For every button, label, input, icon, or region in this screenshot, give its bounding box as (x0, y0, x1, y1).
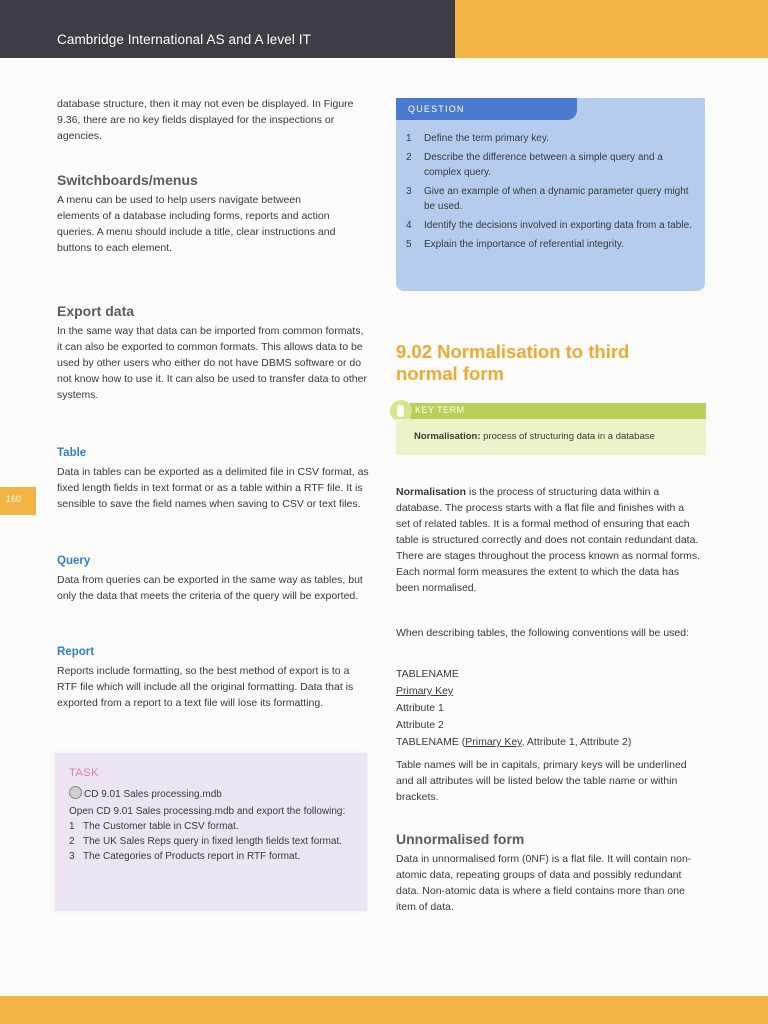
report-heading: Report (57, 646, 95, 658)
intro-paragraph-block (57, 96, 357, 144)
running-header-title: Cambridge International AS and A level IT (57, 32, 312, 47)
key-term-definition (414, 431, 655, 442)
table-paragraph: Data in tables can be exported as a delimited file in CSV format, as fixed length fields in text format or as a table within a RTF file. It is sensible to save the field names when saving to CSV or text files. (57, 466, 369, 510)
question-text: Give an example of when a dynamic parameter query might be used. (424, 186, 689, 212)
normalisation-paragraph-block (396, 484, 701, 596)
key-term-word: Normalisation: (414, 431, 481, 442)
question-item (406, 150, 696, 180)
query-paragraph: Data from queries can be exported in the same way as tables, but only the data that meets the criteria of the query will be exported. (57, 574, 363, 602)
intro-paragraph: database structure, then it may not even be displayed. In Figure 9.36, there are no key fields displayed for the inspections or agencies. (57, 98, 354, 142)
question-list (406, 131, 696, 256)
table-names-paragraph: Table names will be in capitals, primary keys will be underlined and all attributes will be listed below the table name or within brackets. (396, 759, 687, 803)
conv-attribute-1: Attribute 1 (396, 702, 444, 714)
task-label: TASK (69, 767, 99, 779)
unnormalised-paragraph: Data in unnormalised form (0NF) is a flat file. It will contain non-atomic data, repeating groups of data and possibly redundant data. Non-atomic data is where a field contains more than one item of data. (396, 853, 692, 913)
conv-inline-suffix: , Attribute 1, Attribute 2) (521, 736, 632, 748)
page-number: 160 (6, 494, 22, 504)
switchboards-heading: Switchboards/menus (57, 172, 198, 188)
task-cd-reference (69, 786, 359, 802)
header-accent (455, 0, 768, 58)
task-item-number: 1 (69, 821, 75, 832)
unnormalised-section (396, 830, 706, 915)
table-heading: Table (57, 447, 87, 459)
question-number: 5 (406, 239, 412, 250)
report-paragraph: Reports include formatting, so the best method of export is to a RTF file which will include all the original formatting. Data that is exported from a report to a text file will lose its formatting. (57, 665, 354, 709)
conv-inline-prefix: TABLENAME ( (396, 736, 466, 748)
task-intro: Open CD 9.01 Sales processing.mdb and export the following: (69, 806, 346, 817)
task-item-text: The Customer table in CSV format. (83, 821, 239, 832)
task-item-number: 2 (69, 836, 75, 847)
conv-tablename: TABLENAME (396, 668, 459, 680)
normalisation-paragraph (396, 484, 701, 596)
question-number: 3 (406, 186, 412, 197)
question-text: Describe the difference between a simple query and a complex query. (424, 152, 663, 178)
table-section (57, 445, 369, 512)
conv-attribute-2: Attribute 2 (396, 719, 444, 731)
export-heading: Export data (57, 303, 135, 319)
report-section (57, 644, 369, 711)
task-item (69, 849, 359, 864)
normalisation-text: is the process of structuring data within a database. The process starts with a flat file and finishes with a set of related tables. It is a formal method of ensuring that each table is structured correctly and does not contain redundant data. There are stages throughout the process known as normal forms. Each normal form measures the extent to which the data has been normalised. (396, 486, 701, 594)
question-number: 2 (406, 152, 412, 163)
conventions-list (396, 666, 701, 751)
question-label: QUESTION (408, 104, 465, 114)
table-names-block (396, 757, 701, 805)
question-text: Identify the decisions involved in exporting data from a table. (424, 220, 692, 231)
question-item (406, 218, 696, 233)
footer-divider (0, 988, 768, 996)
task-item (69, 834, 359, 849)
key-term-def-text: process of structuring data in a database (483, 431, 655, 442)
key-term-label: KEY TERM (415, 405, 465, 415)
question-text: Define the term primary key. (424, 133, 549, 144)
cd-icon (69, 786, 82, 799)
question-number: 1 (406, 133, 412, 144)
switchboards-paragraph: A menu can be used to help users navigate between elements of a database including forms, reports and action queries. A menu should include a title, clear instructions and buttons to each element. (57, 194, 336, 254)
question-number: 4 (406, 220, 412, 231)
task-cd-text: CD 9.01 Sales processing.mdb (84, 789, 222, 800)
question-item (406, 131, 696, 146)
section-heading-block (396, 341, 696, 385)
task-item-text: The UK Sales Reps query in fixed length fields text format. (83, 836, 343, 847)
conventions-block (396, 625, 701, 641)
question-item (406, 237, 696, 252)
switchboards-section (57, 171, 342, 256)
section-heading-line2: normal form (396, 363, 504, 384)
conventions-paragraph: When describing tables, the following conventions will be used: (396, 627, 690, 639)
conv-inline-notation (396, 734, 701, 751)
task-item-number: 3 (69, 851, 75, 862)
unnormalised-heading: Unnormalised form (396, 831, 525, 847)
normalisation-bold: Normalisation (396, 486, 467, 498)
task-item (69, 819, 359, 834)
task-content (69, 786, 359, 864)
question-item (406, 184, 696, 214)
footer-bar (0, 996, 768, 1024)
conv-primary-key: Primary Key (396, 685, 454, 697)
section-heading-line1: 9.02 Normalisation to third (396, 341, 630, 362)
task-item-text: The Categories of Products report in RTF format. (83, 851, 301, 862)
conv-inline-pk: Primary Key (465, 736, 522, 748)
export-section (57, 302, 367, 403)
query-section (57, 553, 367, 604)
question-text: Explain the importance of referential integrity. (424, 239, 624, 250)
header-bar (0, 0, 455, 58)
query-heading: Query (57, 555, 91, 567)
export-paragraph: In the same way that data can be imported from common formats, it can also be exported to common formats. This allows data to be used by other users who either do not have DBMS software or do not know how to use it. It can also be used to transfer data to other systems. (57, 325, 367, 401)
